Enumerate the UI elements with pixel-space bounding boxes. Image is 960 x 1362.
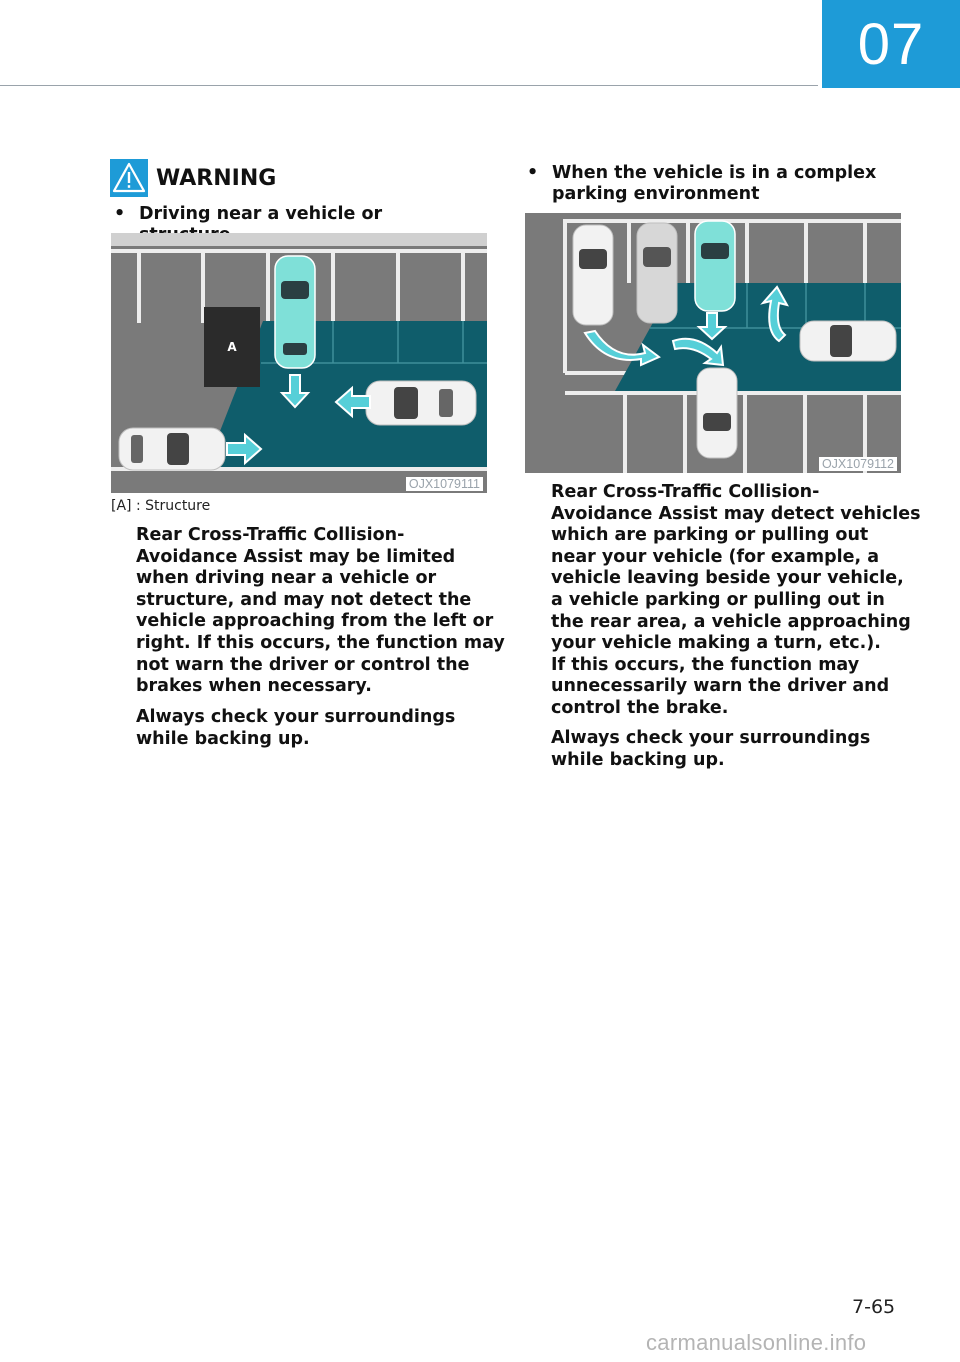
text-line: when driving near a vehicle or — [136, 568, 437, 589]
page-number: 7-65 — [852, 1296, 896, 1318]
text-line: your vehicle making a turn, etc.). — [551, 633, 881, 654]
text-line: the rear area, a vehicle approaching — [551, 611, 911, 632]
text-line: control the brake. — [551, 697, 729, 718]
text-line: while backing up. — [551, 749, 725, 770]
bullet-dot: • — [114, 204, 126, 224]
left-paragraph-2 — [136, 707, 455, 750]
left-paragraph-1 — [136, 525, 505, 698]
text-line: a vehicle parking or pulling out in — [551, 589, 885, 610]
figure-complex-parking-scenario — [525, 213, 901, 473]
text-line: Avoidance Assist may detect vehicles — [551, 503, 921, 524]
text-line: right. If this occurs, the function may — [136, 632, 505, 653]
text-line: Avoidance Assist may be limited — [136, 546, 456, 567]
figure-code: OJX1079111 — [406, 477, 483, 491]
right-paragraph-2 — [551, 728, 870, 771]
text-line: Rear Cross-Traffic Collision- — [136, 525, 405, 545]
text-line: When the vehicle is in a complex — [552, 163, 877, 183]
text-line: brakes when necessary. — [136, 676, 372, 697]
text-line: structure, and may not detect the — [136, 589, 472, 610]
figure-code: OJX1079112 — [819, 457, 897, 471]
text-line: If this occurs, the function may — [551, 654, 860, 675]
warning-triangle-icon — [110, 159, 148, 197]
text-line: Rear Cross-Traffic Collision- — [551, 482, 820, 502]
text-line: near your vehicle (for example, a — [551, 546, 880, 567]
footer-watermark: carmanualsonline.info — [646, 1330, 867, 1355]
bullet-text — [552, 163, 912, 205]
figure-caption: [A] : Structure — [111, 498, 211, 514]
text-line: not warn the driver or control the — [136, 654, 470, 675]
bullet-dot: • — [527, 163, 539, 183]
text-line: vehicle leaving beside your vehicle, — [551, 568, 904, 589]
warning-title: WARNING — [156, 166, 277, 191]
header-rule — [0, 85, 818, 86]
text-line: Always check your surroundings — [551, 728, 871, 748]
right-paragraph-1 — [551, 482, 921, 720]
text-line: while backing up. — [136, 728, 310, 749]
figure-structure-scenario — [111, 233, 487, 493]
figure-label-a: A — [227, 340, 237, 354]
text-line: Always check your surroundings — [136, 707, 456, 727]
text-line: which are parking or pulling out — [551, 525, 869, 546]
bullet-text: Driving near a vehicle or — [139, 204, 383, 224]
text-line: vehicle approaching from the left or — [136, 611, 494, 632]
text-line: parking environment — [552, 184, 760, 204]
text-line: unnecessarily warn the driver and — [551, 676, 890, 697]
chapter-tab: 07 — [822, 0, 960, 88]
